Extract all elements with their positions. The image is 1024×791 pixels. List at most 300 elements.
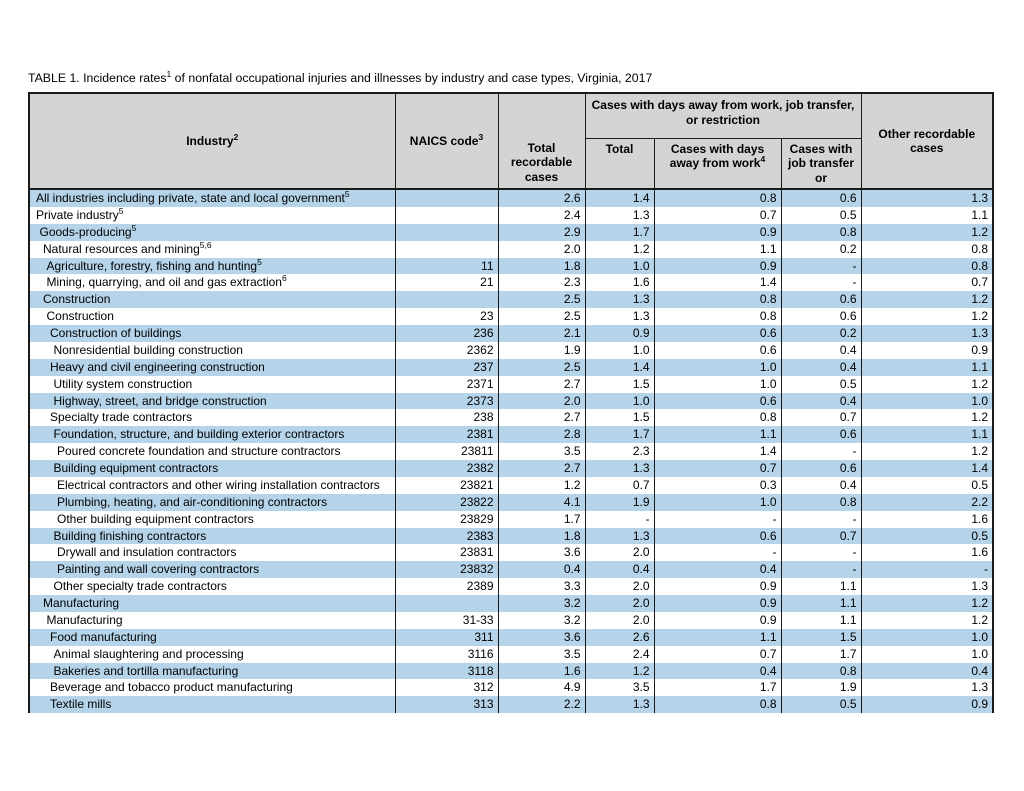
table-row	[29, 207, 993, 224]
header-naics-code	[395, 93, 498, 189]
industry-label: Textile mills	[50, 697, 112, 712]
industry-footnote-sup: 5,6	[199, 240, 212, 250]
naics-cell: 236	[395, 325, 498, 342]
value-cell-job-transfer: -	[781, 561, 861, 578]
value-cell-total-recordable: 2.5	[498, 359, 585, 376]
value-cell-job-transfer: 1.9	[781, 679, 861, 696]
industry-label: Nonresidential building construction	[53, 342, 243, 357]
value-cell-dart-total: 0.4	[585, 561, 654, 578]
value-cell-other-recordable: 1.0	[861, 646, 993, 663]
value-cell-dart-total: 1.9	[585, 494, 654, 511]
value-cell-other-recordable: 0.5	[861, 477, 993, 494]
naics-cell: 23822	[395, 494, 498, 511]
value-cell-other-recordable: 0.9	[861, 696, 993, 713]
industry-cell	[29, 325, 395, 342]
value-cell-days-away: 1.0	[654, 376, 781, 393]
value-cell-days-away: 0.6	[654, 393, 781, 410]
value-cell-total-recordable: 3.5	[498, 646, 585, 663]
value-cell-days-away: 1.0	[654, 494, 781, 511]
value-cell-job-transfer: 0.6	[781, 291, 861, 308]
industry-cell	[29, 207, 395, 224]
value-cell-job-transfer: 0.8	[781, 663, 861, 680]
industry-cell	[29, 224, 395, 241]
industry-label: Other specialty trade contractors	[53, 579, 227, 594]
value-cell-dart-total: 0.7	[585, 477, 654, 494]
value-cell-job-transfer: 0.2	[781, 325, 861, 342]
industry-cell	[29, 342, 395, 359]
industry-cell	[29, 578, 395, 595]
value-cell-days-away: 0.8	[654, 409, 781, 426]
naics-cell: 238	[395, 409, 498, 426]
value-cell-other-recordable: -	[861, 561, 993, 578]
value-cell-total-recordable: 1.8	[498, 528, 585, 545]
value-cell-dart-total: 2.4	[585, 646, 654, 663]
industry-label: Beverage and tobacco product manufacturing	[50, 680, 293, 695]
value-cell-other-recordable: 1.0	[861, 629, 993, 646]
header-naics-label: NAICS code	[409, 133, 479, 148]
value-cell-dart-total: 1.4	[585, 359, 654, 376]
table-body	[29, 189, 993, 713]
table-row	[29, 274, 993, 291]
table-row	[29, 578, 993, 595]
value-cell-job-transfer: 0.5	[781, 696, 861, 713]
value-cell-job-transfer: 0.6	[781, 460, 861, 477]
value-cell-days-away: 1.0	[654, 359, 781, 376]
header-days-away-footnote-sup: 4	[760, 154, 766, 164]
value-cell-days-away: 0.7	[654, 646, 781, 663]
value-cell-days-away: 0.8	[654, 308, 781, 325]
value-cell-days-away: 0.3	[654, 477, 781, 494]
value-cell-other-recordable: 1.1	[861, 359, 993, 376]
naics-cell: 3118	[395, 663, 498, 680]
table-row	[29, 477, 993, 494]
value-cell-days-away: 1.4	[654, 274, 781, 291]
value-cell-total-recordable: 1.7	[498, 511, 585, 528]
value-cell-total-recordable: 1.9	[498, 342, 585, 359]
value-cell-job-transfer: 0.5	[781, 376, 861, 393]
table-row	[29, 426, 993, 443]
value-cell-total-recordable: 2.3	[498, 274, 585, 291]
industry-label: Heavy and civil engineering construction	[50, 359, 265, 374]
naics-cell: 2373	[395, 393, 498, 410]
industry-cell	[29, 241, 395, 258]
value-cell-days-away: 0.6	[654, 342, 781, 359]
value-cell-total-recordable: 2.5	[498, 291, 585, 308]
value-cell-days-away: 1.1	[654, 241, 781, 258]
value-cell-dart-total: 1.3	[585, 291, 654, 308]
industry-cell	[29, 646, 395, 663]
header-industry	[29, 93, 395, 189]
industry-label: Construction of buildings	[50, 326, 182, 340]
value-cell-dart-total: 1.3	[585, 207, 654, 224]
value-cell-other-recordable: 0.5	[861, 528, 993, 545]
value-cell-days-away: 1.1	[654, 629, 781, 646]
table-row	[29, 189, 993, 207]
value-cell-job-transfer: -	[781, 274, 861, 291]
naics-cell: 11	[395, 258, 498, 275]
naics-cell: 23831	[395, 544, 498, 561]
value-cell-job-transfer: 1.1	[781, 612, 861, 629]
value-cell-other-recordable: 1.0	[861, 393, 993, 410]
industry-cell	[29, 426, 395, 443]
naics-cell: 311	[395, 629, 498, 646]
naics-cell: 313	[395, 696, 498, 713]
industry-cell	[29, 291, 395, 308]
industry-cell	[29, 679, 395, 696]
value-cell-job-transfer: 0.6	[781, 189, 861, 207]
value-cell-job-transfer: 1.1	[781, 595, 861, 612]
naics-cell: 2382	[395, 460, 498, 477]
table-row	[29, 511, 993, 528]
header-dart-total: Total	[585, 138, 654, 189]
value-cell-other-recordable: 0.9	[861, 342, 993, 359]
naics-cell: 23821	[395, 477, 498, 494]
industry-cell	[29, 376, 395, 393]
value-cell-other-recordable: 1.3	[861, 679, 993, 696]
value-cell-other-recordable: 1.2	[861, 376, 993, 393]
value-cell-days-away: 0.8	[654, 291, 781, 308]
value-cell-other-recordable: 1.2	[861, 291, 993, 308]
value-cell-dart-total: 2.0	[585, 544, 654, 561]
value-cell-total-recordable: 1.2	[498, 477, 585, 494]
naics-cell: 3116	[395, 646, 498, 663]
value-cell-total-recordable: 3.2	[498, 595, 585, 612]
header-industry-label: Industry	[186, 133, 234, 148]
industry-label: Electrical contractors and other wiring installation contractors	[57, 477, 380, 492]
industry-label: Other building equipment contractors	[57, 511, 254, 526]
value-cell-days-away: 0.7	[654, 460, 781, 477]
value-cell-dart-total: -	[585, 511, 654, 528]
naics-cell: 23829	[395, 511, 498, 528]
value-cell-job-transfer: 1.7	[781, 646, 861, 663]
value-cell-job-transfer: -	[781, 258, 861, 275]
industry-label: Highway, street, and bridge construction	[53, 393, 267, 408]
naics-cell: 31-33	[395, 612, 498, 629]
industry-cell	[29, 544, 395, 561]
header-days-away-label: Cases with days away from work	[669, 141, 765, 170]
value-cell-other-recordable: 1.4	[861, 460, 993, 477]
value-cell-days-away: 0.4	[654, 663, 781, 680]
table-row	[29, 460, 993, 477]
naics-cell: 312	[395, 679, 498, 696]
value-cell-other-recordable: 1.2	[861, 409, 993, 426]
table-row	[29, 679, 993, 696]
industry-label: Poured concrete foundation and structure contractors	[57, 444, 341, 459]
value-cell-days-away: 1.7	[654, 679, 781, 696]
industry-label: Building finishing contractors	[53, 528, 207, 543]
value-cell-job-transfer: 0.4	[781, 393, 861, 410]
industry-footnote-sup: 5	[131, 223, 137, 233]
value-cell-job-transfer: 1.1	[781, 578, 861, 595]
value-cell-dart-total: 1.5	[585, 376, 654, 393]
value-cell-total-recordable: 2.7	[498, 376, 585, 393]
naics-cell: 23811	[395, 443, 498, 460]
industry-footnote-sup: 5	[344, 189, 350, 199]
value-cell-job-transfer: 0.7	[781, 528, 861, 545]
value-cell-other-recordable: 2.2	[861, 494, 993, 511]
industry-cell	[29, 663, 395, 680]
value-cell-days-away: 0.6	[654, 325, 781, 342]
value-cell-dart-total: 2.3	[585, 443, 654, 460]
industry-label: Building equipment contractors	[53, 461, 219, 475]
header-industry-footnote-sup: 2	[233, 131, 239, 142]
value-cell-dart-total: 0.9	[585, 325, 654, 342]
value-cell-job-transfer: 0.4	[781, 359, 861, 376]
value-cell-other-recordable: 1.6	[861, 544, 993, 561]
table-title-text: TABLE 1. Incidence rates	[28, 71, 167, 85]
value-cell-total-recordable: 3.3	[498, 578, 585, 595]
table-row	[29, 646, 993, 663]
value-cell-other-recordable: 0.8	[861, 258, 993, 275]
naics-cell: 21	[395, 274, 498, 291]
industry-cell	[29, 359, 395, 376]
industry-cell	[29, 308, 395, 325]
industry-label: Bakeries and tortilla manufacturing	[53, 663, 239, 678]
value-cell-dart-total: 1.3	[585, 460, 654, 477]
table-row	[29, 544, 993, 561]
header-job-transfer: Cases with job transfer or	[781, 138, 861, 189]
table-row	[29, 325, 993, 342]
value-cell-dart-total: 1.3	[585, 696, 654, 713]
value-cell-job-transfer: 0.6	[781, 426, 861, 443]
table-header	[29, 93, 993, 189]
value-cell-job-transfer: 0.8	[781, 224, 861, 241]
value-cell-total-recordable: 3.5	[498, 443, 585, 460]
table-row	[29, 595, 993, 612]
industry-label: Construction	[46, 309, 114, 324]
table-title	[28, 68, 988, 86]
value-cell-dart-total: 2.0	[585, 612, 654, 629]
value-cell-dart-total: 3.5	[585, 679, 654, 696]
value-cell-total-recordable: 0.4	[498, 561, 585, 578]
value-cell-dart-total: 1.6	[585, 274, 654, 291]
value-cell-other-recordable: 0.4	[861, 663, 993, 680]
value-cell-dart-total: 1.7	[585, 426, 654, 443]
value-cell-other-recordable: 1.1	[861, 426, 993, 443]
value-cell-days-away: 0.9	[654, 224, 781, 241]
value-cell-other-recordable: 1.2	[861, 595, 993, 612]
naics-cell	[395, 595, 498, 612]
value-cell-days-away: 0.6	[654, 528, 781, 545]
table-row	[29, 224, 993, 241]
value-cell-dart-total: 1.2	[585, 663, 654, 680]
industry-label: Private industry	[36, 207, 119, 222]
value-cell-days-away: 0.7	[654, 207, 781, 224]
value-cell-other-recordable: 1.1	[861, 207, 993, 224]
value-cell-job-transfer: -	[781, 511, 861, 528]
value-cell-dart-total: 1.4	[585, 189, 654, 207]
value-cell-dart-total: 2.6	[585, 629, 654, 646]
naics-cell	[395, 207, 498, 224]
value-cell-dart-total: 2.0	[585, 595, 654, 612]
header-days-away-from-work	[654, 138, 781, 189]
value-cell-dart-total: 1.0	[585, 393, 654, 410]
value-cell-other-recordable: 1.2	[861, 443, 993, 460]
value-cell-total-recordable: 2.1	[498, 325, 585, 342]
header-naics-footnote-sup: 3	[478, 131, 484, 142]
value-cell-job-transfer: 0.2	[781, 241, 861, 258]
industry-cell	[29, 561, 395, 578]
industry-label: Goods-producing	[39, 224, 132, 239]
industry-label: Specialty trade contractors	[50, 410, 193, 425]
value-cell-total-recordable: 2.7	[498, 460, 585, 477]
value-cell-total-recordable: 2.7	[498, 409, 585, 426]
value-cell-other-recordable: 1.2	[861, 308, 993, 325]
value-cell-other-recordable: 1.3	[861, 189, 993, 207]
naics-cell: 2389	[395, 578, 498, 595]
header-total-recordable-cases: Total recordable cases	[498, 93, 585, 189]
industry-cell	[29, 612, 395, 629]
naics-cell: 2383	[395, 528, 498, 545]
header-row-group	[29, 93, 993, 138]
value-cell-total-recordable: 2.0	[498, 241, 585, 258]
industry-label: Manufacturing	[43, 596, 120, 610]
industry-cell	[29, 189, 395, 207]
value-cell-total-recordable: 2.2	[498, 696, 585, 713]
industry-cell	[29, 460, 395, 477]
value-cell-dart-total: 1.0	[585, 342, 654, 359]
value-cell-job-transfer: 0.5	[781, 207, 861, 224]
industry-label: Animal slaughtering and processing	[53, 646, 244, 661]
value-cell-days-away: 0.9	[654, 612, 781, 629]
value-cell-days-away: 1.4	[654, 443, 781, 460]
industry-cell	[29, 409, 395, 426]
industry-cell	[29, 494, 395, 511]
value-cell-other-recordable: 0.8	[861, 241, 993, 258]
industry-cell	[29, 629, 395, 646]
value-cell-dart-total: 1.3	[585, 308, 654, 325]
industry-label: All industries including private, state and local government	[36, 191, 345, 205]
industry-label: Food manufacturing	[50, 629, 157, 644]
incidence-rates-table	[28, 92, 994, 713]
value-cell-other-recordable: 1.3	[861, 325, 993, 342]
value-cell-days-away: 1.1	[654, 426, 781, 443]
industry-label: Plumbing, heating, and air-conditioning contractors	[57, 494, 328, 509]
table-row	[29, 629, 993, 646]
industry-label: Construction	[43, 292, 111, 307]
value-cell-days-away: -	[654, 544, 781, 561]
industry-cell	[29, 477, 395, 494]
value-cell-days-away: 0.9	[654, 595, 781, 612]
naics-cell: 2371	[395, 376, 498, 393]
value-cell-job-transfer: 0.7	[781, 409, 861, 426]
table-row	[29, 696, 993, 713]
value-cell-total-recordable: 4.1	[498, 494, 585, 511]
value-cell-total-recordable: 2.6	[498, 189, 585, 207]
value-cell-job-transfer: 0.4	[781, 342, 861, 359]
value-cell-days-away: 0.4	[654, 561, 781, 578]
industry-cell	[29, 696, 395, 713]
value-cell-dart-total: 1.7	[585, 224, 654, 241]
value-cell-total-recordable: 2.9	[498, 224, 585, 241]
value-cell-other-recordable: 1.2	[861, 224, 993, 241]
table-row	[29, 494, 993, 511]
value-cell-total-recordable: 1.6	[498, 663, 585, 680]
naics-cell: 23	[395, 308, 498, 325]
value-cell-total-recordable: 1.8	[498, 258, 585, 275]
industry-cell	[29, 443, 395, 460]
industry-label: Mining, quarrying, and oil and gas extraction	[46, 275, 282, 290]
value-cell-total-recordable: 2.8	[498, 426, 585, 443]
industry-label: Natural resources and mining	[43, 241, 200, 256]
industry-footnote-sup: 5	[257, 257, 262, 267]
naics-cell	[395, 224, 498, 241]
table-row	[29, 308, 993, 325]
value-cell-days-away: 0.9	[654, 578, 781, 595]
industry-cell	[29, 258, 395, 275]
industry-cell	[29, 274, 395, 291]
value-cell-days-away: 0.8	[654, 696, 781, 713]
value-cell-total-recordable: 2.4	[498, 207, 585, 224]
naics-cell: 237	[395, 359, 498, 376]
table-row	[29, 342, 993, 359]
value-cell-other-recordable: 0.7	[861, 274, 993, 291]
table-row	[29, 561, 993, 578]
table-row	[29, 376, 993, 393]
table-row	[29, 241, 993, 258]
industry-label: Foundation, structure, and building exterior contractors	[53, 427, 345, 442]
industry-label: Painting and wall covering contractors	[57, 562, 260, 577]
table-row	[29, 443, 993, 460]
value-cell-total-recordable: 4.9	[498, 679, 585, 696]
value-cell-days-away: 0.9	[654, 258, 781, 275]
value-cell-job-transfer: 0.8	[781, 494, 861, 511]
naics-cell: 2381	[395, 426, 498, 443]
value-cell-total-recordable: 3.6	[498, 544, 585, 561]
naics-cell	[395, 291, 498, 308]
industry-footnote-sup: 6	[281, 274, 287, 284]
industry-label: Agriculture, forestry, fishing and hunting	[46, 258, 258, 273]
table-row	[29, 393, 993, 410]
value-cell-dart-total: 1.2	[585, 241, 654, 258]
industry-cell	[29, 528, 395, 545]
naics-cell	[395, 189, 498, 207]
value-cell-days-away: -	[654, 511, 781, 528]
value-cell-days-away: 0.8	[654, 189, 781, 207]
industry-cell	[29, 595, 395, 612]
industry-footnote-sup: 5	[118, 206, 124, 216]
industry-label: Drywall and insulation contractors	[57, 545, 237, 560]
naics-cell	[395, 241, 498, 258]
table-row	[29, 528, 993, 545]
naics-cell: 2362	[395, 342, 498, 359]
value-cell-total-recordable: 2.5	[498, 308, 585, 325]
header-other-recordable-cases: Other recordable cases	[861, 93, 993, 189]
value-cell-job-transfer: 0.6	[781, 308, 861, 325]
industry-cell	[29, 511, 395, 528]
value-cell-dart-total: 1.3	[585, 528, 654, 545]
value-cell-other-recordable: 1.2	[861, 612, 993, 629]
value-cell-dart-total: 2.0	[585, 578, 654, 595]
value-cell-job-transfer: -	[781, 544, 861, 561]
value-cell-total-recordable: 3.2	[498, 612, 585, 629]
table-row	[29, 663, 993, 680]
value-cell-other-recordable: 1.6	[861, 511, 993, 528]
table-row	[29, 291, 993, 308]
industry-label: Manufacturing	[46, 612, 123, 627]
value-cell-job-transfer: -	[781, 443, 861, 460]
table-title-suffix: of nonfatal occupational injuries and illnesses by industry and case types, Virginia, 2017	[171, 71, 653, 85]
value-cell-other-recordable: 1.3	[861, 578, 993, 595]
industry-label: Utility system construction	[53, 376, 193, 391]
industry-cell	[29, 393, 395, 410]
value-cell-job-transfer: 1.5	[781, 629, 861, 646]
header-dart-group: Cases with days away from work, job transfer, or restriction	[585, 93, 861, 138]
table-row	[29, 359, 993, 376]
value-cell-total-recordable: 3.6	[498, 629, 585, 646]
value-cell-total-recordable: 2.0	[498, 393, 585, 410]
value-cell-dart-total: 1.0	[585, 258, 654, 275]
